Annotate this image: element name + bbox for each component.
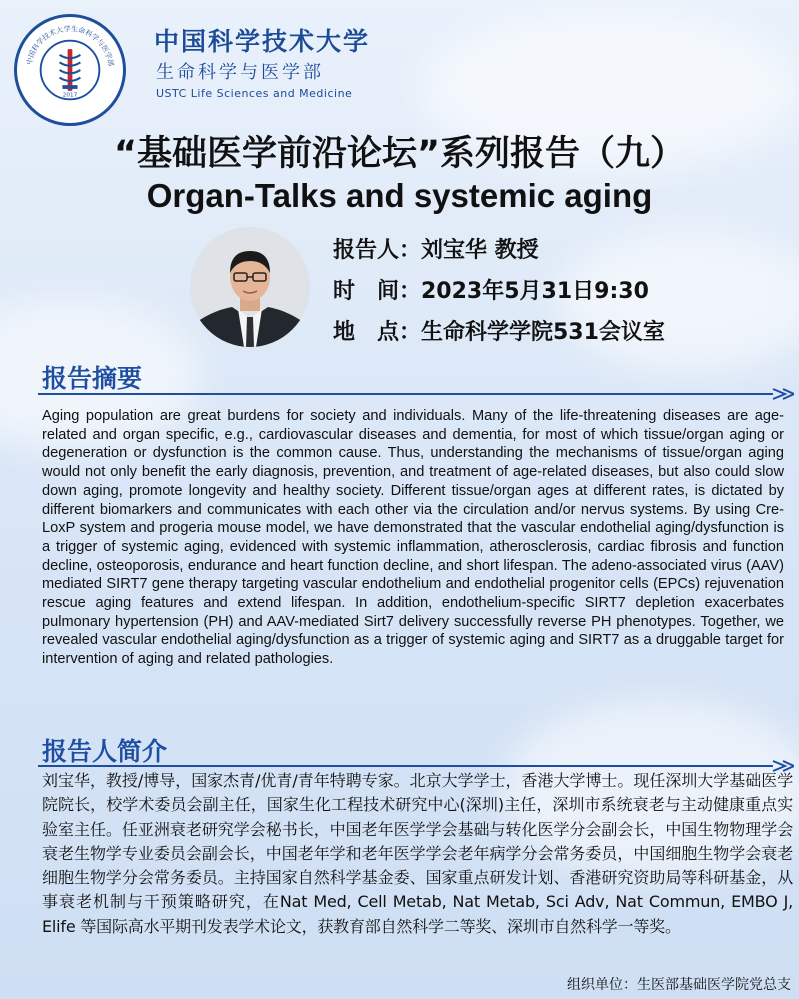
logo-ring-text: 中国科学技术大学生命科学与医学部 bbox=[24, 24, 116, 67]
abstract-text: Aging population are great burdens for society and individuals. Many of the life-threatening diseases are age-related and organ specific, e.g., cardiovascular diseases and dementia, for most of which tissue/organ aging or degeneration or dysfunction is the common cause. Thus, understanding the mechanisms of tissue/organ aging would not only benefit the early diagnosis, prevention, and treatment of age-related diseases, but also could slow down aging, promote longevity and healthy society. Different tissue/organ ages at different rates, is dictated by different biomarkers and communicates with each other via the circulation and/or nervus systems. By using Cre-LoxP system and progeria mouse model, we have demonstrated that the vascular endothelial aging/dysfunction is a trigger of systemic aging, evidenced with systemic inflammation, atherosclerosis, cardiac fibrosis and function decline, osteoporosis, endurance and heart function decline, and short lifespan. The adeno-associated virus (AAV) mediated SIRT7 gene therapy targeting vascular endothelium and endothelial progenitor cells (EPCs) rejuvenation rescue aging features and extend lifespan. In addition, endothelium-specific SIRT7 depletion exacerbates pulmonary hypertension (PH) and AAV-mediated Sirt7 delivery successfully reverse PH phenotypes. Together, we revealed vascular endothelial aging/dysfunction as a trigger of systemic aging and SIRT7 as a druggable target for intervention of aging and related pathologies. bbox=[42, 408, 784, 668]
bio-text: 刘宝华，教授/博导，国家杰青/优青/青年特聘专家。北京大学学士，香港大学博士。现任深圳大学基础医学院院长，校学术委员会副主任，国家生化工程技术研究中心(深圳)主任，深圳市系统衰老与主动健康重点实验室主任。任亚洲衰老研究学会秘书长，中国老年医学学会基础与转化医学分会副会长，中国生物物理学会衰老生物学专业委员会副会长，中国老年学和老年医学学会老年病学分会常务委员，中国细胞生物学会衰老细胞生物学分会常务委员。主持国家自然科学基金委、国家重点研发计划、香港研究资助局等科研基金，从事衰老机制与干预策略研究，在Nat Med, Cell Metab, Nat Metab, Sci Adv, Nat Commun, EMBO J, Elife 等国际高水平期刊发表学术论文，获教育部自然科学二等奖、深圳市自然科学一等奖。 bbox=[42, 771, 793, 936]
abstract-heading: 报告摘要 bbox=[42, 364, 143, 393]
title-en: Organ-Talks and systemic aging bbox=[146, 177, 653, 214]
department-name-cn: 生命科学与医学部 bbox=[156, 62, 324, 83]
time-line: 时 间：2023年5月31日9:30 bbox=[333, 279, 649, 304]
ustc-logo bbox=[14, 14, 126, 126]
title-cn: “基础医学前沿论坛”系列报告（九） bbox=[113, 134, 685, 174]
university-name-cn: 中国科学技术大学 bbox=[154, 27, 371, 56]
section-divider bbox=[38, 388, 794, 400]
place-line: 地 点：生命科学学院531会议室 bbox=[333, 320, 665, 345]
speaker-photo bbox=[190, 227, 310, 347]
speaker-line: 报告人：刘宝华 教授 bbox=[333, 238, 539, 263]
logo-year: 2017 bbox=[62, 92, 78, 99]
department-name-en: USTC Life Sciences and Medicine bbox=[156, 87, 353, 100]
bio-heading: 报告人简介 bbox=[42, 737, 168, 766]
organizer-text: 组织单位：生医部基础医学院党总支 bbox=[567, 977, 791, 993]
